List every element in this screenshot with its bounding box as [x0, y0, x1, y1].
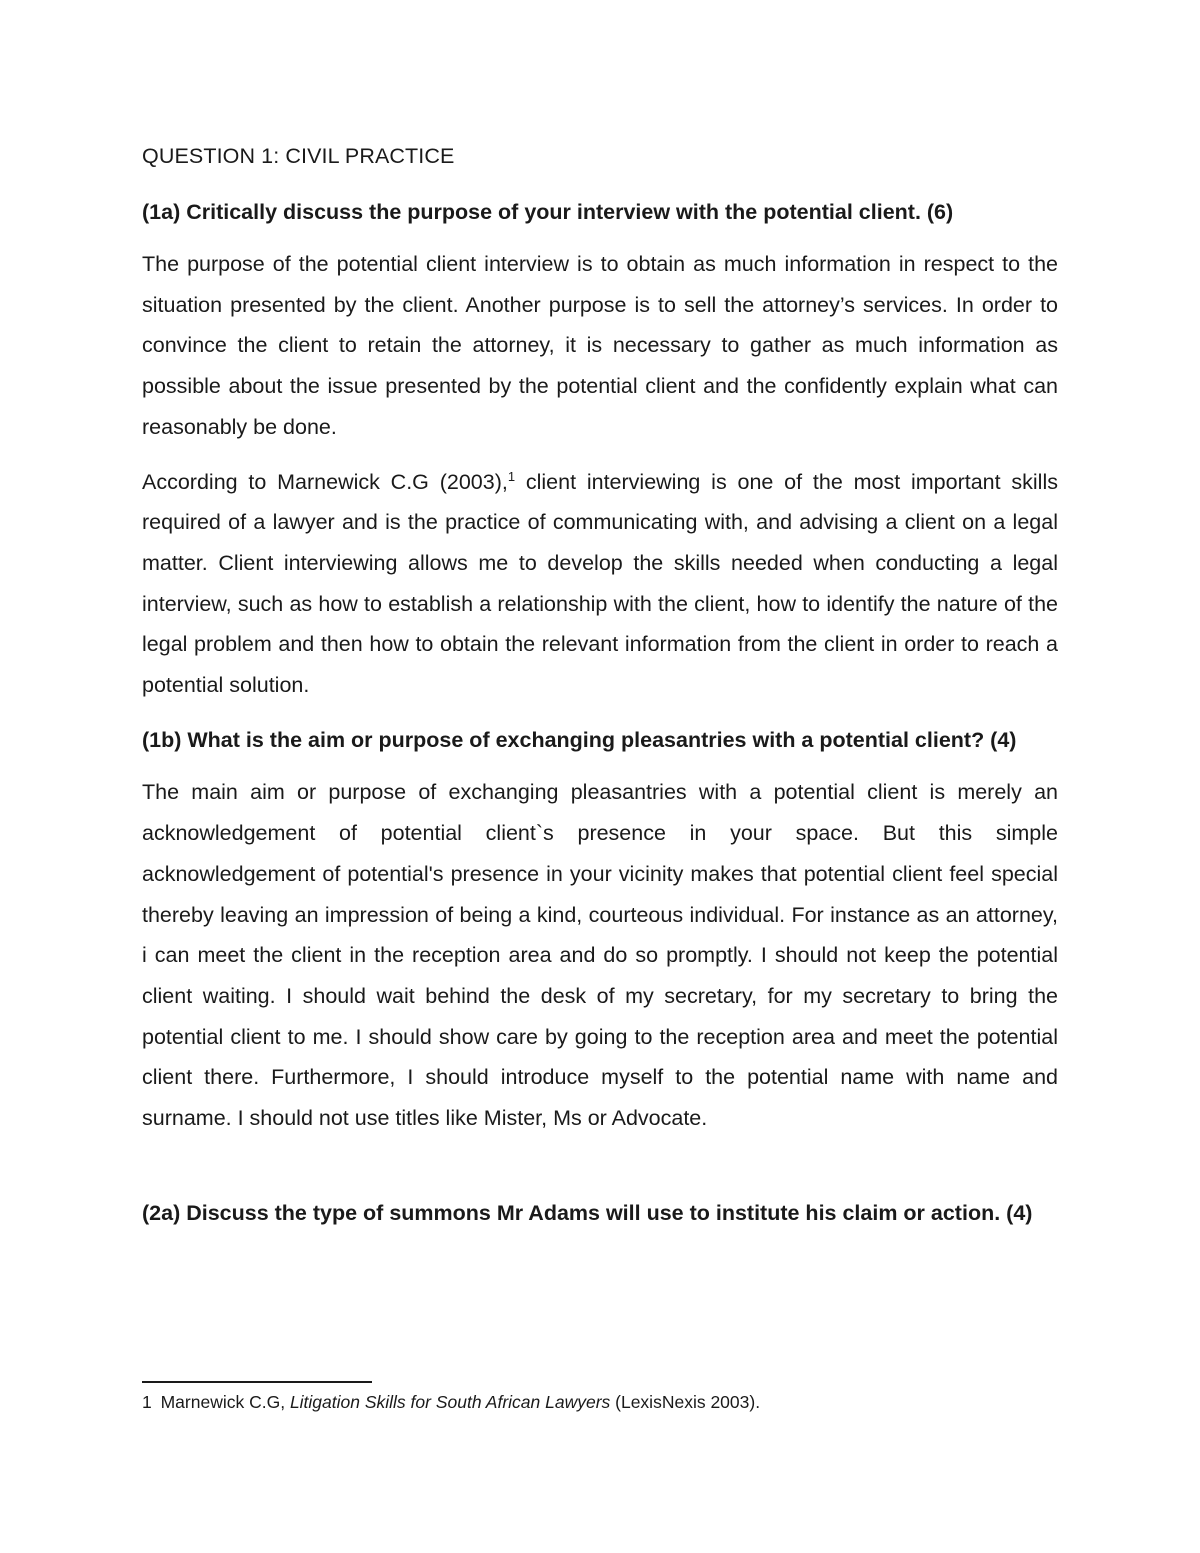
footnote-publisher: (LexisNexis 2003). — [610, 1392, 761, 1412]
footnote-separator — [142, 1381, 372, 1383]
answer-1b-paragraph: The main aim or purpose of exchanging pleasantries with a potential client is merely an acknowledgement of potential client`s presence in your space. But this simple acknowledgement of potential's presence in your vicinity makes that potential client feel special thereby leaving an impression of being a kind, courteous individual. For instance as an attorney, i can meet the client in the reception area and do so promptly. I should not keep the potential client waiting. I should wait behind the desk of my secretary, for my secretary to bring the potential client to me. I should show care by going to the reception area and meet the potential client there. Furthermore, I should introduce myself to the potential name with name and surname. I should not use titles like Mister, Ms or Advocate. — [142, 780, 1058, 1131]
footnote — [142, 1390, 1058, 1414]
footnote-number: 1 — [142, 1392, 152, 1412]
answer-1a-paragraph-2 — [142, 462, 1058, 706]
footnote-author: Marnewick C.G, — [155, 1392, 290, 1412]
question-1a: (1a) Critically discuss the purpose of your interview with the potential client. (6) — [142, 200, 954, 224]
question-2a: (2a) Discuss the type of summons Mr Adams will use to institute his claim or action. (4) — [142, 1200, 1033, 1225]
document-page — [142, 138, 1058, 1239]
section-spacer — [142, 1153, 1058, 1199]
footnote-book-title: Litigation Skills for South African Lawyers — [289, 1392, 611, 1412]
page-title: QUESTION 1: CIVIL PRACTICE — [142, 144, 455, 168]
answer-1a-paragraph-1: The purpose of the potential client interview is to obtain as much information in respect to the situation presented by the client. Another purpose is to sell the attorney’s services. In order to convince the client to retain the attorney, it is necessary to gather as much information as possible about the issue presented by the potential client and the confidently explain what can reasonably be done. — [142, 252, 1058, 439]
answer-1a-text-before-ref: According to Marnewick C.G (2003), — [142, 469, 508, 494]
answer-1a-text-after-ref: client interviewing is one of the most important skills required of a lawyer and is the practice of communicating with, and advising a client on a legal matter. Client interviewing allows me to develop the skills needed when conducting a legal interview, such as how to establish a relationship with the client, how to identify the nature of the legal problem and then how to obtain the relevant information from the client in order to reach a potential solution. — [142, 469, 1058, 698]
question-1b: (1b) What is the aim or purpose of exchanging pleasantries with a potential client? (4) — [142, 727, 1017, 752]
footnote-reference[interactable]: 1 — [507, 468, 516, 484]
